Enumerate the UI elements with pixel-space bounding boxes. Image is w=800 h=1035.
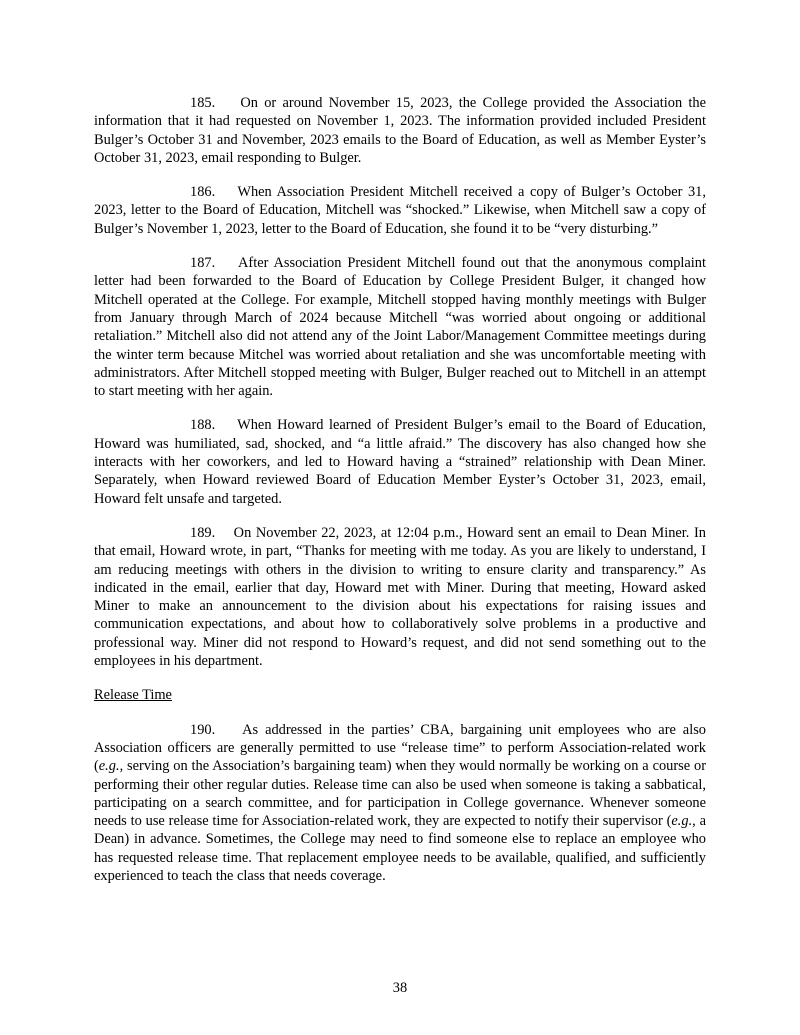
- paragraph-text: As addressed in the parties’ CBA, bargaining unit employees who are also Association officers are generally permitted to use “release time” to perform Association-related work (: [94, 721, 706, 775]
- italic-text: e.g.: [98, 758, 120, 775]
- paragraph-187: [94, 254, 706, 400]
- paragraph-text: On November 22, 2023, at 12:04 p.m., Howard sent an email to Dean Miner. In that email, Howard wrote, in part, “Thanks for meeting with me today. As you are likely to understand, I am reducing meetings with others in the division to writing to ensure clarity and transparency.” As indicated in the email, earlier that day, Howard met with Miner. During that meeting, Howard asked Miner to make an announcement to the division about his expectations for raising issues and communication expectations, and about how to collaboratively solve problems in a productive and professional way. Miner did not respond to Howard’s request, and did not send something out to the employees in his department.: [94, 524, 706, 670]
- paragraph-188: [94, 416, 706, 507]
- paragraph-text: , a Dean) in advance. Sometimes, the College may need to find someone else to replace an employee who has requested release time. That replacement employee needs to be available, qualified, and sufficiently experienced to teach the class that needs coverage.: [94, 813, 706, 884]
- paragraph-text: When Association President Mitchell received a copy of Bulger’s October 31, 2023, letter to the Board of Education, Mitchell was “shocked.” Likewise, when Mitchell saw a copy of Bulger’s November 1, 2023, letter to the Board of Education, she found it to be “very disturbing.”: [94, 184, 706, 237]
- italic-text: e.g.: [671, 813, 693, 830]
- paragraph-number: 187.: [190, 255, 216, 272]
- paragraph-189: [94, 524, 706, 670]
- paragraph-number: 185.: [190, 95, 216, 111]
- paragraph-text: When Howard learned of President Bulger’s email to the Board of Education, Howard was humiliated, sad, shocked, and “a little afraid.” The discovery has also changed how she interacts with her coworkers, and led to Howard having a “strained” relationship with Dean Miner. Separately, when Howard reviewed Board of Education Member Eyster’s October 31, 2023, email, Howard felt unsafe and targeted.: [94, 417, 706, 507]
- page-number: 38: [392, 980, 408, 996]
- paragraph-text: After Association President Mitchell found out that the anonymous complaint letter had been forwarded to the Board of Education by College President Bulger, it changed how Mitchell operated at the College. For example, Mitchell stopped having monthly meetings with Bulger from January through March of 2024 because Mitchell “was worried about ongoing or additional retaliation.” Mitchell also did not attend any of the Joint Labor/Management Committee meetings during the winter term because Mitchel was worried about retaliation and she was uncomfortable meeting with administrators. After Mitchell stopped meeting with Bulger, Bulger reached out to Mitchell in an attempt to start meeting with her again.: [94, 255, 706, 400]
- paragraph-number: 186.: [190, 184, 216, 201]
- paragraph-number: 190.: [190, 721, 216, 738]
- paragraph-number: 189.: [190, 524, 216, 541]
- paragraphs-after-heading: [94, 721, 706, 886]
- paragraphs-before-heading: [94, 94, 706, 670]
- paragraph-190: [94, 721, 706, 886]
- paragraph-text: , serving on the Association’s bargaining team) when they would normally be working on a course or performing their other regular duties. Release time can also be used when someone is taking a sabbatical, participating on a search committee, and for participation in College governance. Whenever someone needs to use release time for Association-related work, they are expected to notify their supervisor (: [94, 758, 706, 830]
- paragraph-186: [94, 183, 706, 238]
- paragraph-text: On or around November 15, 2023, the College provided the Association the information that it had requested on November 1, 2023. The information provided included President Bulger’s October 31 and November, 2023 emails to the Board of Education, as well as Member Eyster’s October 31, 2023, email responding to Bulger.: [94, 95, 707, 166]
- paragraph-185: [94, 94, 706, 167]
- section-heading: Release Time: [94, 687, 172, 704]
- document-page: [94, 94, 706, 901]
- paragraph-number: 188.: [190, 417, 216, 434]
